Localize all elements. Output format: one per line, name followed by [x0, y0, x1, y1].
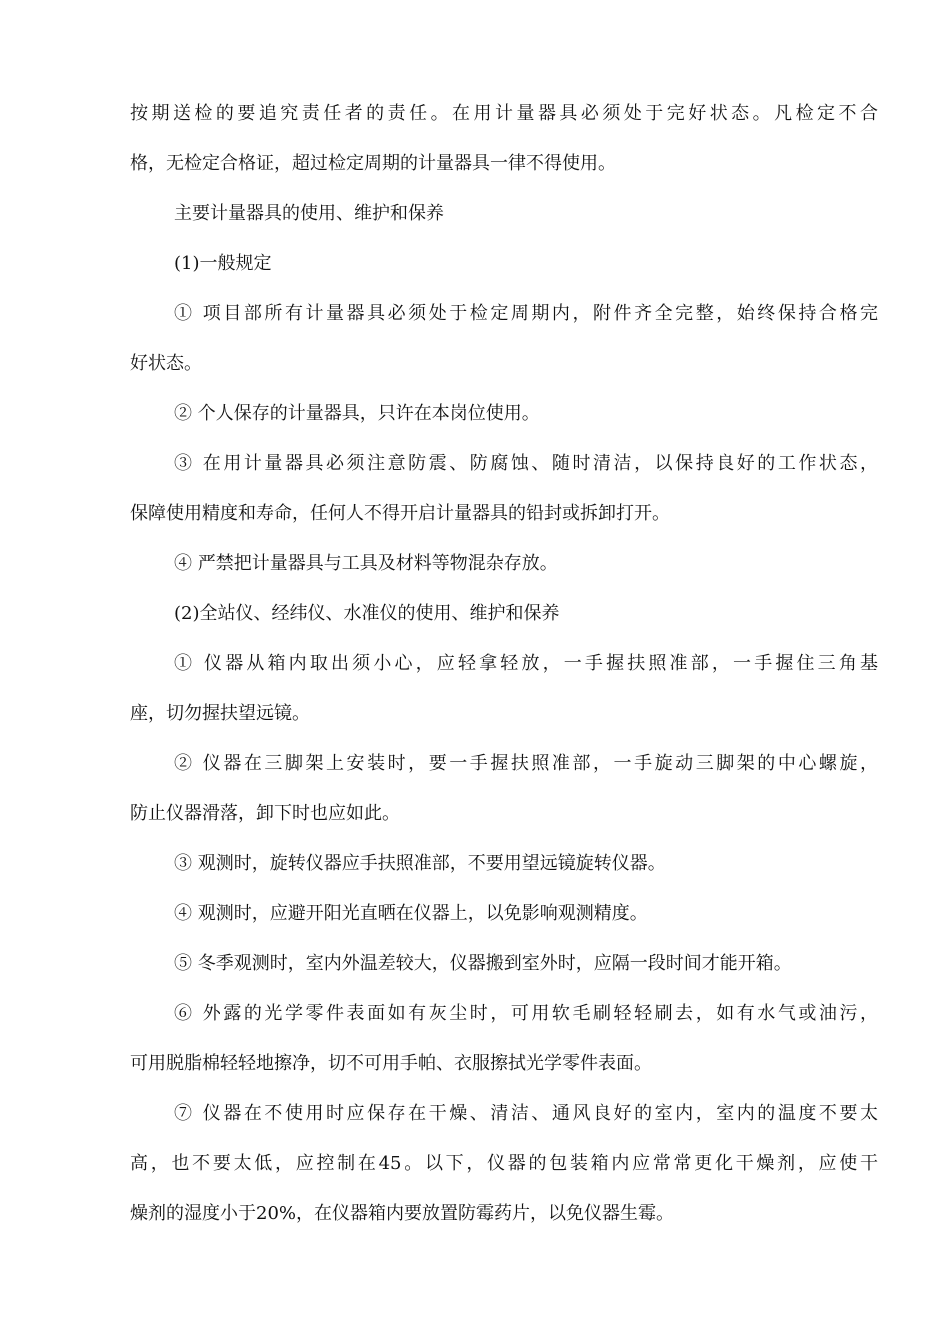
list-item-text: ② 个人保存的计量器具，只许在本岗位使用。 [174, 403, 540, 424]
text-line: 防止仪器滑落，卸下时也应如此。 [130, 803, 400, 824]
section-heading: 主要计量器具的使用、维护和保养 [174, 203, 444, 224]
subsection-heading: (1)一般规定 [174, 253, 272, 274]
text-line: 高，也不要太低，应控制在45。以下，仪器的包装箱内应常常更化干燥剂，应使干 [130, 1153, 878, 1174]
text-line: 燥剂的湿度小于20%，在仪器箱内要放置防霉药片，以免仪器生霉。 [130, 1203, 675, 1224]
subsection-heading: (2)全站仪、经纬仪、水准仪的使用、维护和保养 [174, 603, 560, 624]
list-item-text: ④ 观测时，应避开阳光直晒在仪器上，以免影响观测精度。 [174, 903, 648, 924]
list-item-text: ④ 严禁把计量器具与工具及材料等物混杂存放。 [174, 553, 558, 574]
text-line: 保障使用精度和寿命，任何人不得开启计量器具的铅封或拆卸打开。 [130, 503, 670, 524]
text-line: 按期送检的要追究责任者的责任。在用计量器具必须处于完好状态。凡检定不合 [130, 103, 878, 124]
list-item-text: ③ 观测时，旋转仪器应手扶照准部，不要用望远镜旋转仪器。 [174, 853, 666, 874]
text-line: 格，无检定合格证，超过检定周期的计量器具一律不得使用。 [130, 153, 616, 174]
list-item-text: ⑥ 外露的光学零件表面如有灰尘时，可用软毛刷轻轻刷去，如有水气或油污， [174, 1003, 878, 1024]
text-line: 好状态。 [130, 353, 202, 374]
list-item-text: ③ 在用计量器具必须注意防震、防腐蚀、随时清洁，以保持良好的工作状态， [174, 453, 878, 474]
list-item-text: ① 仪器从箱内取出须小心，应轻拿轻放，一手握扶照准部，一手握住三角基 [174, 653, 878, 674]
list-item-text: ⑦ 仪器在不使用时应保存在干燥、清洁、通风良好的室内，室内的温度不要太 [174, 1103, 878, 1124]
text-line: 可用脱脂棉轻轻地擦净，切不可用手帕、衣服擦拭光学零件表面。 [130, 1053, 652, 1074]
list-item-text: ① 项目部所有计量器具必须处于检定周期内，附件齐全完整，始终保持合格完 [174, 303, 878, 324]
list-item-text: ② 仪器在三脚架上安装时，要一手握扶照准部，一手旋动三脚架的中心螺旋， [174, 753, 878, 774]
document-body [130, 100, 878, 1250]
list-item-text: ⑤ 冬季观测时，室内外温差较大，仪器搬到室外时，应隔一段时间才能开箱。 [174, 953, 792, 974]
text-line: 座，切勿握扶望远镜。 [130, 703, 310, 724]
